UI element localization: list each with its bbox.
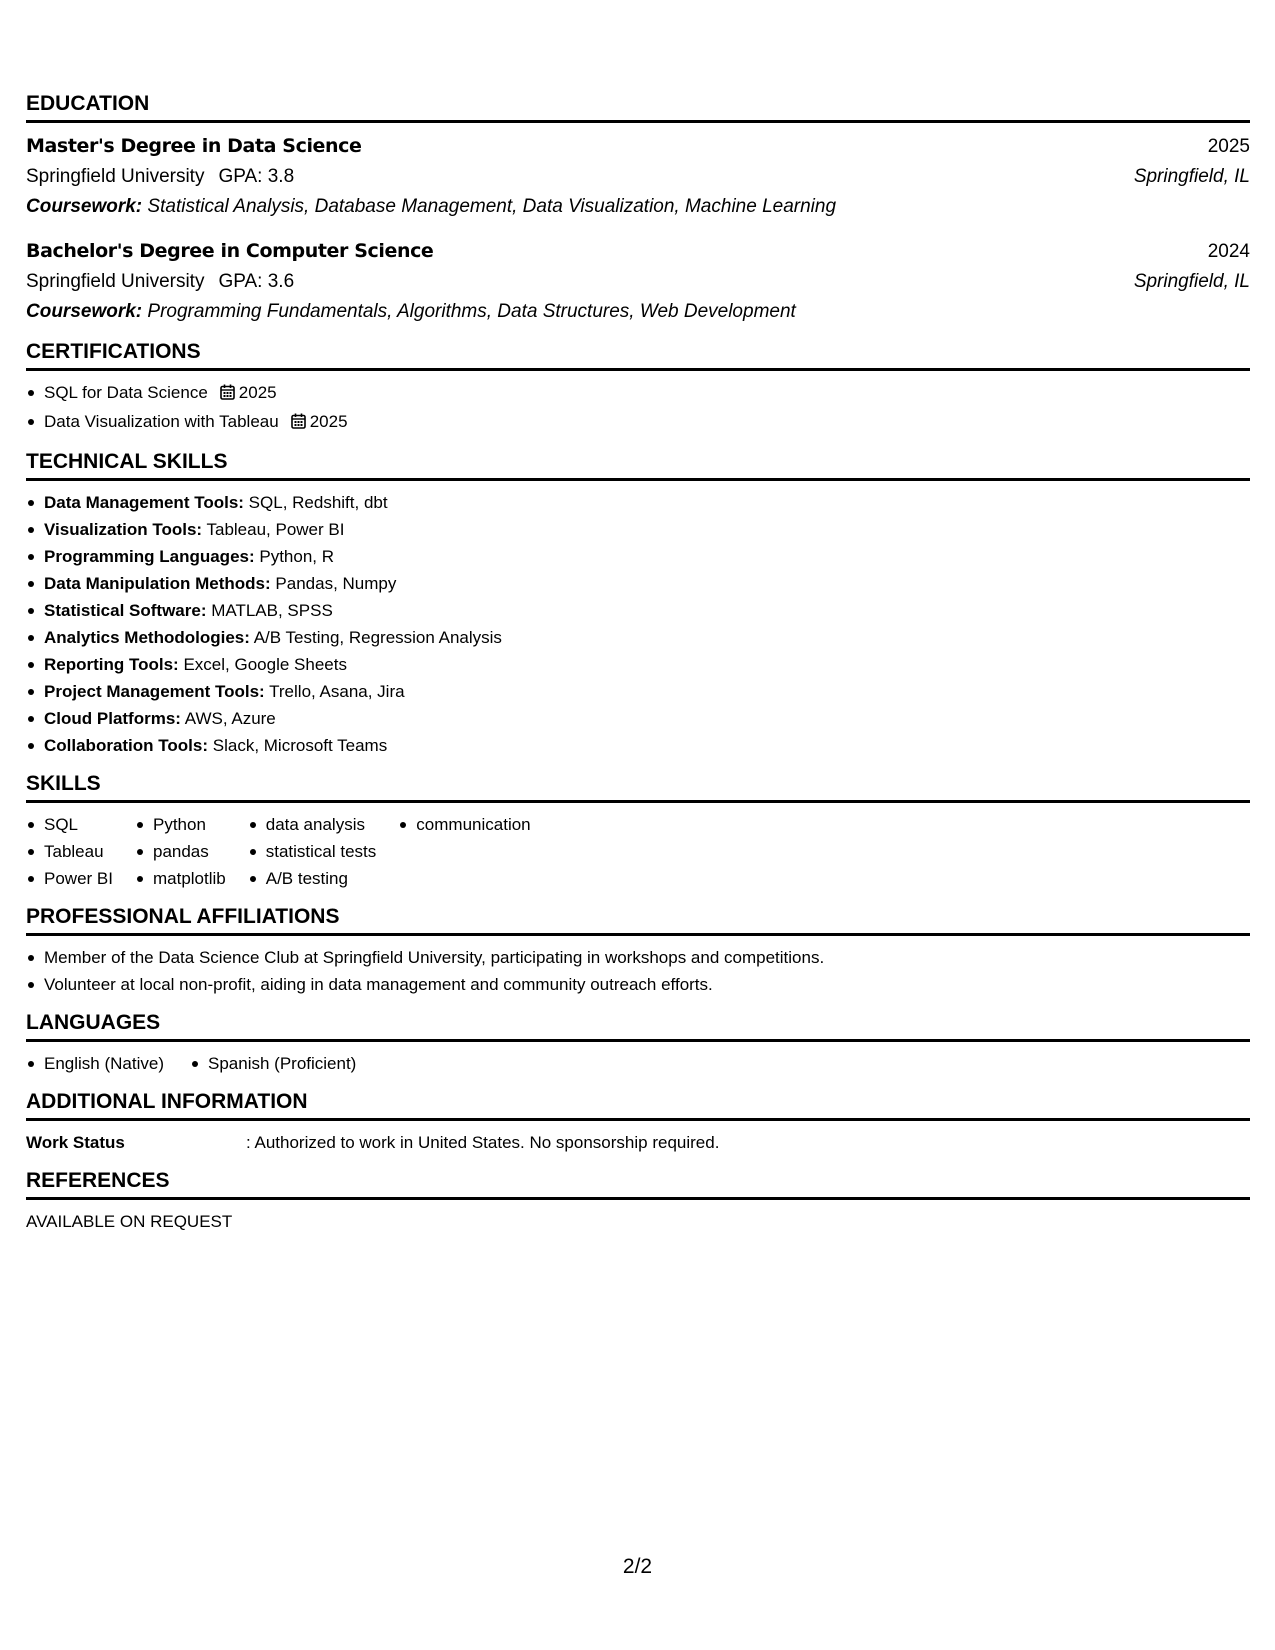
affiliation-item: Volunteer at local non-profit, aiding in data management and community outreach efforts. bbox=[26, 971, 1250, 998]
certification-name: SQL for Data Science bbox=[44, 383, 208, 402]
technical-skill-item bbox=[26, 543, 1250, 570]
skills-column bbox=[135, 811, 226, 892]
skills-columns bbox=[26, 811, 1250, 892]
languages-section bbox=[26, 1009, 1250, 1077]
calendar-icon bbox=[220, 381, 235, 408]
skill-values: AWS, Azure bbox=[184, 709, 276, 728]
school-name: Springfield University bbox=[26, 271, 205, 292]
technical-skill-item bbox=[26, 678, 1250, 705]
skill-values: Trello, Asana, Jira bbox=[269, 682, 405, 701]
affiliation-item: Member of the Data Science Club at Springfield University, participating in workshops and competitions. bbox=[26, 944, 1250, 971]
degree-title: Bachelor's Degree in Computer Science bbox=[26, 240, 434, 262]
skill-category: Statistical Software: bbox=[44, 601, 207, 620]
technical-skill-item bbox=[26, 516, 1250, 543]
skill-category: Data Management Tools: bbox=[44, 493, 244, 512]
work-status-value: : Authorized to work in United States. No sponsorship required. bbox=[246, 1133, 720, 1152]
skill-item: statistical tests bbox=[248, 838, 377, 865]
technical-skills-heading: TECHNICAL SKILLS bbox=[26, 448, 1250, 481]
language-group bbox=[190, 1050, 356, 1077]
technical-skills-list bbox=[26, 489, 1250, 759]
certification-year: 2025 bbox=[309, 412, 348, 431]
additional-info-heading: ADDITIONAL INFORMATION bbox=[26, 1088, 1250, 1121]
skill-item: Python bbox=[135, 811, 226, 838]
graduation-year: 2025 bbox=[1207, 136, 1250, 157]
gpa: GPA: 3.8 bbox=[218, 166, 295, 187]
coursework-list: Programming Fundamentals, Algorithms, Data Structures, Web Development bbox=[147, 301, 796, 322]
skill-values: Excel, Google Sheets bbox=[183, 655, 347, 674]
skill-values: SQL, Redshift, dbt bbox=[248, 493, 388, 512]
skill-category: Analytics Methodologies: bbox=[44, 628, 250, 647]
certification-year: 2025 bbox=[238, 383, 277, 402]
technical-skill-item bbox=[26, 705, 1250, 732]
skills-section bbox=[26, 770, 1250, 892]
skills-heading: SKILLS bbox=[26, 770, 1250, 803]
coursework-label: Coursework: bbox=[26, 196, 143, 217]
degree-title: Master's Degree in Data Science bbox=[26, 135, 362, 157]
skill-item: data analysis bbox=[248, 811, 377, 838]
languages-list bbox=[26, 1050, 1250, 1077]
language-group bbox=[26, 1050, 164, 1077]
technical-skill-item bbox=[26, 570, 1250, 597]
coursework-list: Statistical Analysis, Database Management, Data Visualization, Machine Learning bbox=[147, 196, 837, 217]
skill-category: Programming Languages: bbox=[44, 547, 255, 566]
graduation-year: 2024 bbox=[1207, 241, 1250, 262]
skills-column bbox=[248, 811, 377, 892]
certifications-section bbox=[26, 338, 1250, 437]
skill-category: Collaboration Tools: bbox=[44, 736, 209, 755]
education-entry-bachelors bbox=[26, 236, 1250, 327]
language-item: English (Native) bbox=[26, 1050, 164, 1077]
technical-skill-item bbox=[26, 597, 1250, 624]
skill-category: Visualization Tools: bbox=[44, 520, 203, 539]
additional-info-section bbox=[26, 1088, 1250, 1156]
education-section bbox=[26, 90, 1250, 327]
references-section bbox=[26, 1167, 1250, 1235]
certification-item bbox=[26, 379, 1250, 408]
technical-skill-item bbox=[26, 651, 1250, 678]
skill-values: MATLAB, SPSS bbox=[211, 601, 333, 620]
skill-item: matplotlib bbox=[135, 865, 226, 892]
language-item: Spanish (Proficient) bbox=[190, 1050, 356, 1077]
skill-category: Cloud Platforms: bbox=[44, 709, 181, 728]
education-heading: EDUCATION bbox=[26, 90, 1250, 123]
skills-column bbox=[26, 811, 113, 892]
technical-skills-section bbox=[26, 448, 1250, 759]
school-location: Springfield, IL bbox=[1133, 166, 1250, 187]
coursework bbox=[26, 192, 1250, 222]
skill-item: Tableau bbox=[26, 838, 113, 865]
calendar-icon bbox=[291, 410, 306, 437]
skill-values: Python, R bbox=[259, 547, 335, 566]
skill-category: Data Manipulation Methods: bbox=[44, 574, 271, 593]
skill-values: A/B Testing, Regression Analysis bbox=[253, 628, 502, 647]
affiliations-list bbox=[26, 944, 1250, 998]
page-number: 2/2 bbox=[622, 1555, 653, 1578]
certifications-heading: CERTIFICATIONS bbox=[26, 338, 1250, 371]
work-status-row bbox=[26, 1129, 1250, 1156]
languages-heading: LANGUAGES bbox=[26, 1009, 1250, 1042]
skill-values: Slack, Microsoft Teams bbox=[212, 736, 388, 755]
certification-name: Data Visualization with Tableau bbox=[44, 412, 279, 431]
work-status-label: Work Status bbox=[26, 1133, 125, 1152]
skill-category: Project Management Tools: bbox=[44, 682, 265, 701]
resume-page bbox=[26, 90, 1250, 1246]
technical-skill-item bbox=[26, 624, 1250, 651]
coursework bbox=[26, 297, 1250, 327]
certifications-list bbox=[26, 379, 1250, 437]
skill-item: SQL bbox=[26, 811, 113, 838]
references-text: AVAILABLE ON REQUEST bbox=[26, 1212, 233, 1231]
skill-category: Reporting Tools: bbox=[44, 655, 179, 674]
skill-item: pandas bbox=[135, 838, 226, 865]
skill-item: A/B testing bbox=[248, 865, 377, 892]
school-name: Springfield University bbox=[26, 166, 205, 187]
skill-item: communication bbox=[398, 811, 530, 838]
education-entry-masters bbox=[26, 131, 1250, 222]
skill-values: Pandas, Numpy bbox=[275, 574, 397, 593]
skill-item: Power BI bbox=[26, 865, 113, 892]
technical-skill-item bbox=[26, 732, 1250, 759]
coursework-label: Coursework: bbox=[26, 301, 143, 322]
technical-skill-item bbox=[26, 489, 1250, 516]
references-heading: REFERENCES bbox=[26, 1167, 1250, 1200]
affiliations-heading: PROFESSIONAL AFFILIATIONS bbox=[26, 903, 1250, 936]
school-location: Springfield, IL bbox=[1133, 271, 1250, 292]
affiliations-section bbox=[26, 903, 1250, 998]
skill-values: Tableau, Power BI bbox=[206, 520, 345, 539]
certification-item bbox=[26, 408, 1250, 437]
skills-column bbox=[398, 811, 530, 892]
gpa: GPA: 3.6 bbox=[218, 271, 295, 292]
